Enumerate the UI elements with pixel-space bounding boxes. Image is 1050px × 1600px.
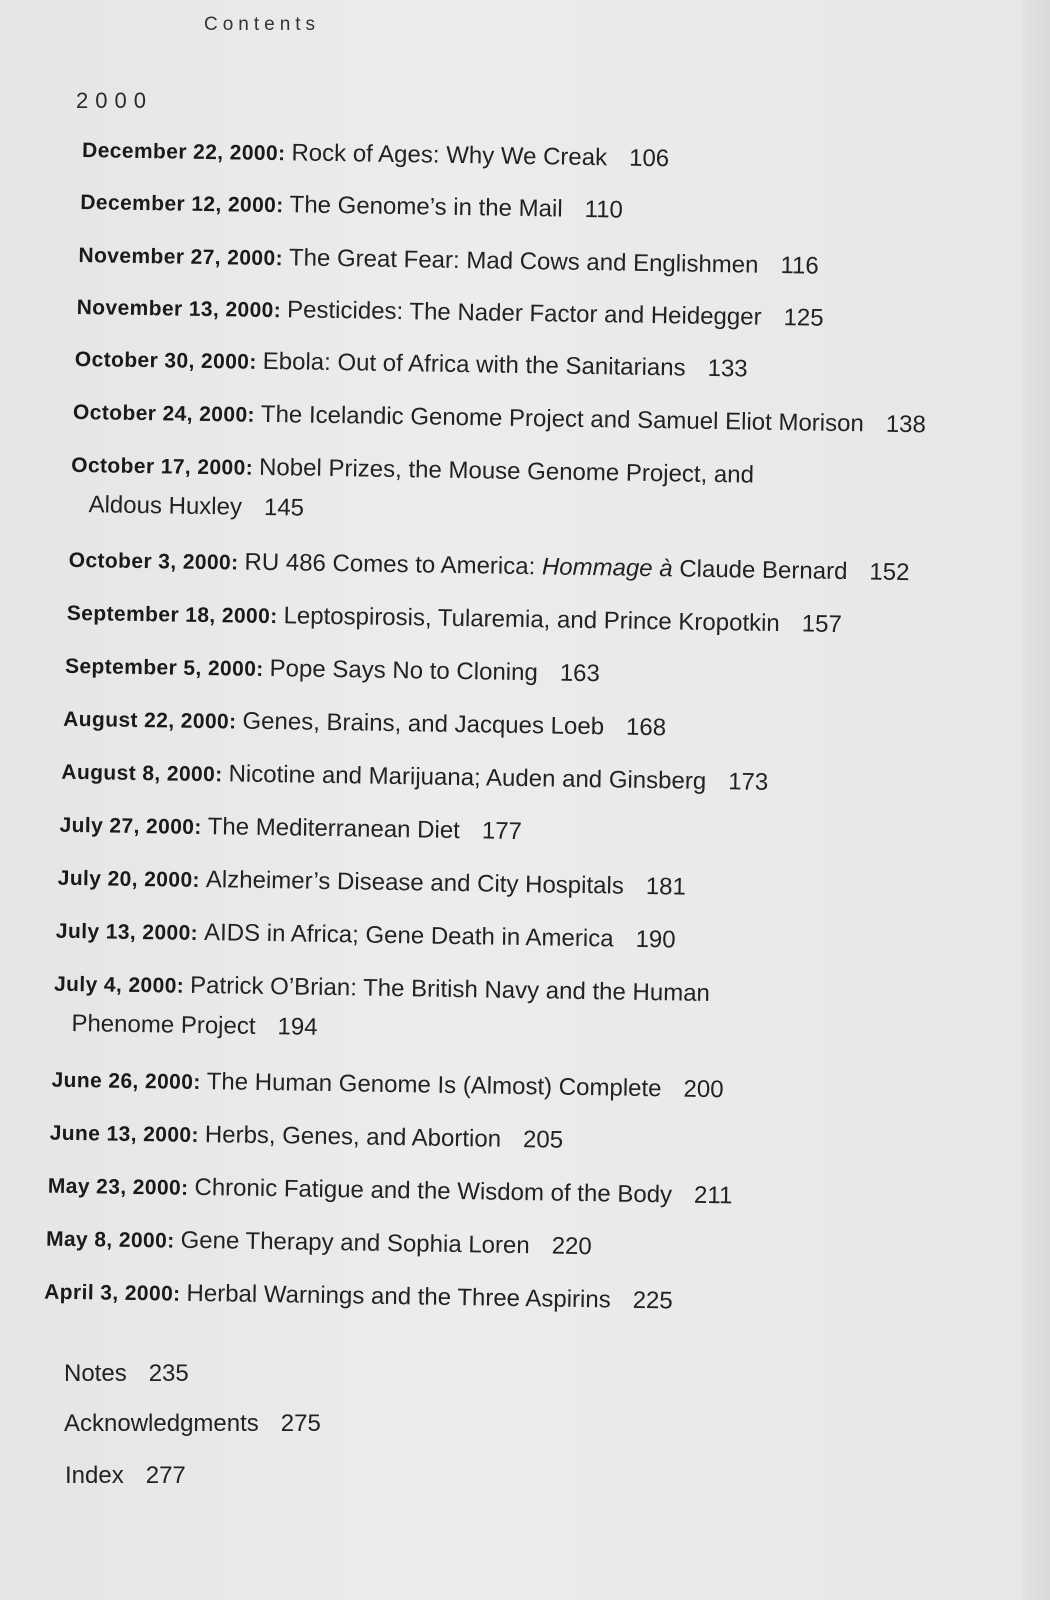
entry-date: November 27, 2000: [78,243,284,271]
toc-entry [51,1060,952,1114]
backmatter-label: Notes [64,1360,127,1387]
entry-page-number: 152 [869,558,910,587]
entry-date: April 3, 2000: [44,1280,181,1306]
entry-date: November 13, 2000: [76,295,282,323]
toc-entry [46,1219,947,1273]
page-edge [1022,0,1050,1600]
entry-title: RU 486 Comes to America: [244,548,536,581]
toc-entry [56,911,957,965]
entry-date: October 24, 2000: [72,400,256,427]
entry-date: July 27, 2000: [59,813,202,840]
entry-date: August 22, 2000: [63,707,237,734]
entry-page-number: 138 [885,410,927,439]
entry-page-number: 168 [625,713,667,742]
entry-page-number: 133 [707,354,748,383]
toc-entry [63,699,964,753]
entry-page-number: 194 [277,1012,318,1041]
entry-page-number: 163 [559,659,601,688]
backmatter-label: Acknowledgments [64,1410,259,1437]
entry-page-number: 106 [628,144,670,173]
entry-title-continuation: Phenome Project [71,1009,256,1040]
entry-title: The Genome’s in the Mail [289,191,563,223]
entry-title-italic: Hommage à [541,553,673,583]
entry-title-after: Claude Bernard [679,555,848,586]
entry-title: The Great Fear: Mad Cows and Englishmen [288,244,759,279]
entry-title: Herbs, Genes, and Abortion [204,1121,502,1153]
toc-entry [61,752,962,806]
entry-title: Chronic Fatigue and the Wisdom of the Body [194,1173,673,1209]
backmatter-page-number: 277 [145,1462,186,1489]
entry-title: Nicotine and Marijuana; Auden and Ginsberg [228,760,707,795]
entry-date: August 8, 2000: [61,760,223,787]
entry-title: Patrick O’Brian: The British Navy and the Human [189,971,711,1008]
entry-date: December 12, 2000: [80,191,284,218]
toc-entry [53,964,954,1057]
entry-title: Ebola: Out of Africa with the Sanitarians [262,347,686,382]
running-head: Contents [204,14,321,35]
toc-backmatter-index [65,1462,186,1490]
entry-page-number: 225 [632,1286,673,1315]
entry-title: Herbal Warnings and the Three Aspirins [186,1279,611,1314]
entry-title: Genes, Brains, and Jacques Loeb [242,707,605,741]
entry-page-number: 157 [801,610,843,639]
entry-page-number: 190 [635,925,676,954]
entry-date: October 17, 2000: [71,453,254,480]
entry-date: June 26, 2000: [51,1068,201,1095]
toc-entry [44,1272,945,1326]
toc-entry [65,646,966,700]
entry-title: Alzheimer’s Disease and City Hospitals [205,866,625,900]
entry-page-number: 110 [584,195,624,224]
entry-page-number: 116 [780,252,819,280]
entry-page-number: 177 [481,817,523,846]
entry-date: July 13, 2000: [55,919,199,945]
entry-date: May 23, 2000: [47,1174,189,1200]
toc-entry [70,445,971,538]
entry-date: September 5, 2000: [64,654,264,681]
entry-page-number: 205 [522,1126,564,1154]
toc-entry [76,287,977,341]
entry-date: May 8, 2000: [45,1227,175,1253]
backmatter-label: Index [65,1462,124,1489]
entry-date: July 4, 2000: [53,972,185,998]
toc-entry [73,392,974,446]
toc-backmatter-acknowledgments [64,1410,321,1438]
entry-date: October 30, 2000: [74,347,257,374]
year-heading: 2000 [76,88,153,113]
entry-title: Leptospirosis, Tularemia, and Prince Kropotkin [283,602,780,638]
toc-entry [68,540,969,594]
toc-entry [48,1166,949,1220]
backmatter-page-number: 235 [148,1360,189,1387]
entry-date: July 20, 2000: [57,866,201,892]
entry-date: October 3, 2000: [68,548,239,575]
toc-entry [57,858,958,912]
entry-title: The Icelandic Genome Project and Samuel Eliot Morison [260,400,865,438]
toc-entry [49,1113,950,1167]
toc-backmatter-notes [64,1360,189,1388]
toc-entry [80,182,981,236]
entry-title: Gene Therapy and Sophia Loren [180,1226,530,1260]
entry-page-number: 220 [551,1232,592,1261]
toc-entry [75,339,976,393]
toc-entry [59,805,960,859]
entry-date: June 13, 2000: [49,1121,200,1147]
entry-date: September 18, 2000: [66,601,278,629]
entry-page-number: 125 [783,304,824,332]
entry-title: The Mediterranean Diet [207,813,461,845]
entry-date: December 22, 2000: [81,139,286,166]
entry-page-number: 211 [693,1181,733,1210]
entry-title: AIDS in Africa; Gene Death in America [203,919,614,953]
entry-page-number: 181 [645,872,687,901]
entry-title: Rock of Ages: Why We Creak [291,139,608,172]
entry-title-continuation: Aldous Huxley [88,490,243,521]
entry-title: Nobel Prizes, the Mouse Genome Project, and [258,453,755,489]
entry-page-number: 200 [683,1075,724,1104]
backmatter-page-number: 275 [280,1410,321,1437]
toc-entry [67,593,968,647]
entry-title: Pope Says No to Cloning [269,655,539,687]
entry-title: Pesticides: The Nader Factor and Heidegger [286,296,762,331]
toc-entry [78,235,979,289]
entry-page-number: 145 [263,493,305,522]
toc-entry [82,130,983,184]
entry-page-number: 173 [727,768,769,796]
entry-title: The Human Genome Is (Almost) Complete [206,1068,662,1103]
